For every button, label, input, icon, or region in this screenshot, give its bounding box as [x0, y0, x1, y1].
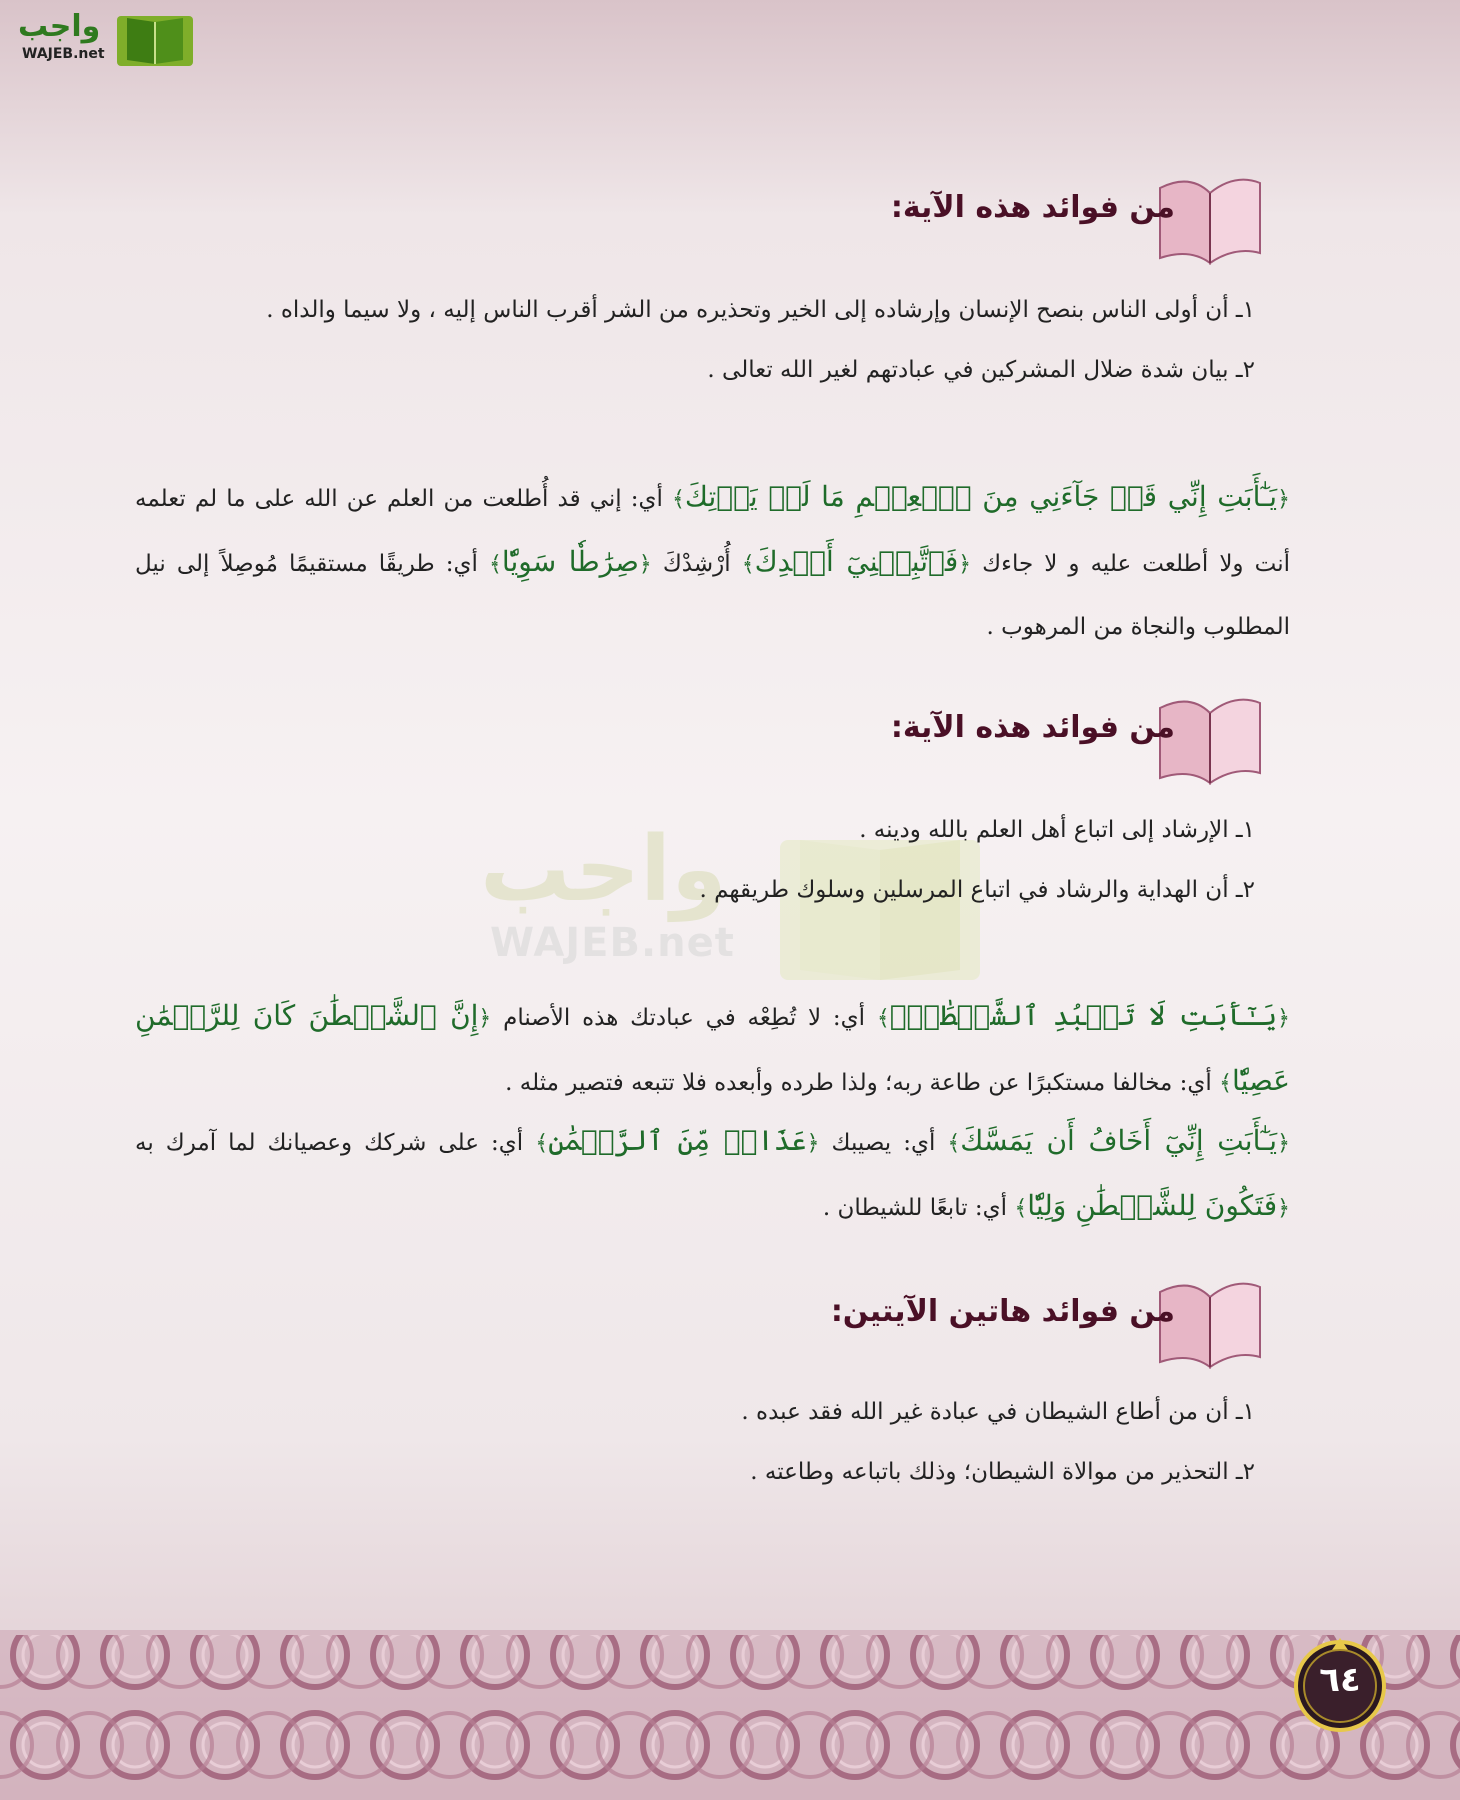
list-item: ٢ـ بيان شدة ضلال المشركين في عبادتهم لغير الله تعالى . [707, 357, 1255, 383]
ornament-close: ﴾ [1014, 1196, 1028, 1221]
ornament-open: ﴿ [1277, 1131, 1290, 1156]
tafsir-paragraph-3 [135, 1110, 1290, 1240]
quran-verse: عَذَابٞ مِّنَ ٱلرَّحۡمَٰنِ [548, 1124, 807, 1157]
ornament-open: ﴿ [1277, 1196, 1290, 1221]
section-heading-3 [830, 1272, 1270, 1372]
quran-verse: يَـٰٓأَبَتِ لَا تَعۡبُدِ ٱلشَّيۡطَٰنَۖ [889, 999, 1278, 1032]
wajeb-logo[interactable] [10, 6, 190, 68]
ornament-close: ﴾ [947, 1131, 961, 1156]
explanation-text: أي: طريقًا مستقيمًا مُوصِلاً إلى نيل المطلوب والنجاة من المرهوب . [135, 551, 1290, 640]
section-heading-title: من فوائد هذه الآية: [890, 710, 1175, 745]
ornament-open: ﴿ [638, 552, 652, 577]
ornament-close: ﴾ [671, 487, 685, 512]
section-heading-title: من فوائد هذه الآية: [890, 190, 1175, 225]
explanation-text: أي: لا تُطِعْه في عبادتك هذه الأصنام [491, 1005, 877, 1031]
quran-verse: يَـٰٓأَبَتِ إِنِّيٓ أَخَافُ أَن يَمَسَّكَ [960, 1124, 1278, 1157]
quran-verse: فَتَكُونَ لِلشَّيۡطَٰنِ وَلِيّٗا [1027, 1189, 1278, 1222]
logo-arabic-text: واجب [18, 9, 101, 44]
ornament-close: ﴾ [741, 552, 755, 577]
ornament-open: ﴿ [958, 552, 972, 577]
benefits-list-3 [155, 1382, 1255, 1502]
watermark-arabic: واجب [480, 817, 727, 922]
quran-verse: إِنَّ ٱلشَّيۡطَٰنَ كَانَ لِلرَّحۡمَٰنِ عَصِيّٗا [135, 999, 1290, 1097]
page-number: ٦٤ [1319, 1660, 1361, 1700]
tafsir-paragraph-1 [135, 466, 1290, 658]
ornament-open: ﴿ [1277, 1006, 1290, 1031]
quran-verse: فَٱتَّبِعۡنِيٓ أَهۡدِكَ [754, 545, 959, 578]
ornament-close: ﴾ [535, 1131, 549, 1156]
list-item: ١ـ أن من أطاع الشيطان في عبادة غير الله فقد عبده . [741, 1399, 1255, 1425]
ornamental-border [0, 1610, 1460, 1800]
list-item: ١ـ أن أولى الناس بنصح الإنسان وإرشاده إلى الخير وتحذيره من الشر أقرب الناس إليه ، ولا سيما والداه . [266, 297, 1255, 323]
explanation-text: أي: مخالفا مستكبرًا عن طاعة ربه؛ ولذا طرده وأبعده فلا تتبعه فتصير مثله . [505, 1070, 1220, 1096]
ornament-open: ﴿ [478, 1006, 492, 1031]
list-item: ٢ـ أن الهداية والرشاد في اتباع المرسلين وسلوك طريقهم . [699, 877, 1255, 903]
book-logo-icon [115, 10, 195, 68]
quran-verse: يَـٰٓأَبَتِ إِنِّي قَدۡ جَآءَنِي مِنَ ٱلۡعِلۡمِ مَا لَمۡ يَأۡتِكَ [684, 480, 1278, 513]
logo-latin-text: WAJEB.net [22, 46, 105, 62]
explanation-text: أي: تابعًا للشيطان . [822, 1195, 1015, 1221]
list-item: ١ـ الإرشاد إلى اتباع أهل العلم بالله ودينه . [859, 817, 1255, 843]
ornament-open: ﴿ [1277, 487, 1290, 512]
ornament-close: ﴾ [876, 1006, 890, 1031]
explanation-text: أي: إني قد أُطلعت من العلم عن الله على ما لم تعلمه أنت ولا أطلعت عليه و لا جاءك [135, 486, 1290, 577]
ornament-close: ﴾ [489, 552, 502, 577]
list-item: ٢ـ التحذير من موالاة الشيطان؛ وذلك باتباعه وطاعته . [750, 1459, 1255, 1485]
quran-verse: صِرَٰطٗا سَوِيّٗا [501, 545, 639, 578]
explanation-text: أي: على شركك وعصيانك لما آمرك به [135, 1130, 536, 1156]
ornament-open: ﴿ [806, 1131, 820, 1156]
watermark-latin: WAJEB.net [490, 920, 735, 966]
section-heading-title: من فوائد هاتين الآيتين: [830, 1294, 1175, 1329]
explanation-text: أُرْشِدْكَ [651, 551, 742, 577]
benefits-list-2 [155, 800, 1255, 920]
section-heading-1 [830, 168, 1270, 268]
explanation-text: أي: يصيبك [819, 1130, 948, 1156]
ornament-close: ﴾ [1219, 1071, 1233, 1096]
section-heading-2 [830, 688, 1270, 788]
tafsir-paragraph-2 [135, 985, 1290, 1115]
benefits-list-1 [155, 280, 1255, 400]
